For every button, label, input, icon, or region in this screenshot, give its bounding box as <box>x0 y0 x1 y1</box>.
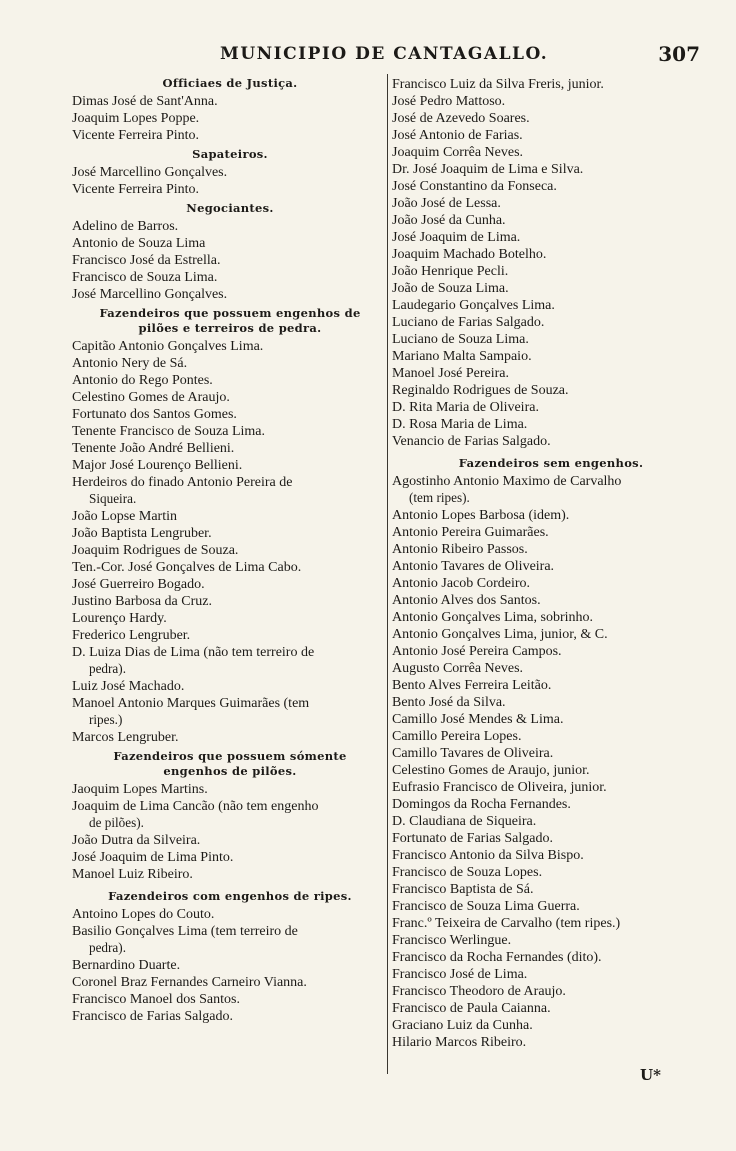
list-item: Joaquim de Lima Cancão (não tem engenho <box>72 799 319 814</box>
list-item: Celestino Gomes de Araujo, junior. <box>392 763 590 778</box>
list-item: João Baptista Lengruber. <box>72 526 212 541</box>
list-item: Antonio José Pereira Campos. <box>392 644 562 659</box>
list-item: Manoel Antonio Marques Guimarães (tem <box>72 696 310 711</box>
list-item: Antonio Jacob Cordeiro. <box>392 576 531 591</box>
list-item: Antonio Lopes Barbosa (idem). <box>392 508 570 523</box>
list-item: José Constantino da Fonseca. <box>392 179 557 194</box>
list-item: Antonio Ribeiro Passos. <box>392 542 528 557</box>
list-item: Bento José da Silva. <box>392 695 506 710</box>
section-title: Fazendeiros com engenhos de ripes. <box>108 889 352 903</box>
list-item: Tenente João André Bellieni. <box>72 441 235 456</box>
list-item: Adelino de Barros. <box>72 219 179 234</box>
list-item: Camillo José Mendes & Lima. <box>392 712 564 727</box>
list-item: Justino Barbosa da Cruz. <box>72 594 212 609</box>
list-item: D. Rita Maria de Oliveira. <box>392 400 539 415</box>
list-item: Vicente Ferreira Pinto. <box>72 182 200 197</box>
list-item: Dr. José Joaquim de Lima e Silva. <box>392 162 584 177</box>
section-title-line: pilões e terreiros de pedra. <box>138 321 322 335</box>
list-item: José Joaquim de Lima Pinto. <box>72 850 234 865</box>
list-item-continuation: Siqueira. <box>88 492 137 507</box>
list-item: Francisco José da Estrella. <box>72 253 221 268</box>
list-item: Francisco Baptista de Sá. <box>392 882 534 897</box>
list-item: Fortunato dos Santos Gomes. <box>72 407 237 422</box>
list-item: Antonio Gonçalves Lima, junior, & C. <box>392 627 608 642</box>
list-item: Antonio Nery de Sá. <box>72 356 188 371</box>
list-item: Reginaldo Rodrigues de Souza. <box>392 383 569 398</box>
list-item: Joaquim Rodrigues de Souza. <box>72 543 239 558</box>
list-item: Francisco Manoel dos Santos. <box>72 992 240 1007</box>
list-item: Francisco Luiz da Silva Freris, junior. <box>392 77 604 92</box>
list-item: João Lopse Martin <box>72 509 177 524</box>
list-item: Laudegario Gonçalves Lima. <box>392 298 555 313</box>
list-item: Francisco de Souza Lima. <box>72 270 218 285</box>
list-item: Francisco de Paula Caianna. <box>392 1001 551 1016</box>
section-list <box>72 93 388 144</box>
list-item: Francisco da Rocha Fernandes (dito). <box>392 950 602 965</box>
list-item: Hilario Marcos Ribeiro. <box>392 1035 527 1050</box>
page-title: MUNICIPIO DE CANTAGALLO. <box>220 44 549 64</box>
list-item: Augusto Corrêa Neves. <box>392 661 524 676</box>
list-item: Antonio Alves dos Santos. <box>392 593 541 608</box>
list-item: Basilio Gonçalves Lima (tem terreiro de <box>72 924 298 939</box>
list-item: Venancio de Farias Salgado. <box>392 434 551 449</box>
list-item: Camillo Tavares de Oliveira. <box>392 746 554 761</box>
section-title <box>72 749 388 779</box>
list-item: Francisco Werlingue. <box>392 933 512 948</box>
signature-mark: U* <box>640 1066 661 1084</box>
list-item: Franc.º Teixeira de Carvalho (tem ripes.) <box>392 916 621 931</box>
section-list <box>72 164 388 198</box>
list-item: Camillo Pereira Lopes. <box>392 729 522 744</box>
list-item: João José de Lessa. <box>392 196 501 211</box>
list-item: Agostinho Antonio Maximo de Carvalho <box>392 474 622 489</box>
section-list <box>392 76 710 450</box>
list-item: João José da Cunha. <box>392 213 506 228</box>
list-item: Jaoquim Lopes Martins. <box>72 782 208 797</box>
list-item: Marcos Lengruber. <box>72 730 179 745</box>
list-item: Francisco Antonio da Silva Bispo. <box>392 848 584 863</box>
section-list <box>392 473 710 1051</box>
section-title: Officiaes de Justiça. <box>162 76 298 90</box>
section-list <box>72 906 388 1025</box>
list-item: D. Luiza Dias de Lima (não tem terreiro de <box>72 645 315 660</box>
section-title-line: Fazendeiros que possuem engenhos de <box>99 306 361 320</box>
list-item: Antonio Tavares de Oliveira. <box>392 559 555 574</box>
page-number: 307 <box>658 42 700 66</box>
list-item: José Antonio de Farias. <box>392 128 523 143</box>
list-item: Antonio de Souza Lima <box>72 236 206 251</box>
list-item: Lourenço Hardy. <box>72 611 167 626</box>
page-header <box>60 44 720 74</box>
list-item: Francisco de Farias Salgado. <box>72 1009 233 1024</box>
list-item: Dimas José de Sant'Anna. <box>72 94 218 109</box>
list-item: Fortunato de Farias Salgado. <box>392 831 553 846</box>
list-item: João de Souza Lima. <box>392 281 509 296</box>
right-column <box>392 76 710 1051</box>
list-item: Herdeiros do finado Antonio Pereira de <box>72 475 293 490</box>
list-item: José Joaquim de Lima. <box>392 230 521 245</box>
section-title: Fazendeiros sem engenhos. <box>458 456 644 470</box>
list-item: D. Rosa Maria de Lima. <box>392 417 528 432</box>
list-item: Bento Alves Ferreira Leitão. <box>392 678 552 693</box>
list-item: Tenente Francisco de Souza Lima. <box>72 424 266 439</box>
list-item: Coronel Braz Fernandes Carneiro Vianna. <box>72 975 307 990</box>
list-item: Joaquim Lopes Poppe. <box>72 111 200 126</box>
section-title-line: engenhos de pilões. <box>163 764 297 778</box>
section-list <box>72 218 388 303</box>
list-item: Antoino Lopes do Couto. <box>72 907 215 922</box>
list-item-continuation: de pilões). <box>88 816 144 831</box>
list-item-continuation: (tem ripes). <box>408 491 470 506</box>
list-item: Eufrasio Francisco de Oliveira, junior. <box>392 780 607 795</box>
list-item: Joaquim Corrêa Neves. <box>392 145 524 160</box>
list-item: Major José Lourenço Bellieni. <box>72 458 243 473</box>
list-item: José de Azevedo Soares. <box>392 111 530 126</box>
list-item: Domingos da Rocha Fernandes. <box>392 797 571 812</box>
list-item: Joaquim Machado Botelho. <box>392 247 547 262</box>
list-item: Frederico Lengruber. <box>72 628 191 643</box>
list-item: José Marcellino Gonçalves. <box>72 165 228 180</box>
section-title: Negociantes. <box>186 201 274 215</box>
left-column <box>72 76 388 1025</box>
list-item: Ten.-Cor. José Gonçalves de Lima Cabo. <box>72 560 302 575</box>
list-item: Francisco Theodoro de Araujo. <box>392 984 566 999</box>
list-item: Francisco José de Lima. <box>392 967 528 982</box>
list-item: João Dutra da Silveira. <box>72 833 201 848</box>
list-item: José Guerreiro Bogado. <box>72 577 205 592</box>
list-item: Manoel José Pereira. <box>392 366 510 381</box>
section-list <box>72 338 388 746</box>
list-item: João Henrique Pecli. <box>392 264 509 279</box>
list-item: Luiz José Machado. <box>72 679 185 694</box>
section-title <box>72 306 388 336</box>
list-item: Capitão Antonio Gonçalves Lima. <box>72 339 264 354</box>
list-item: Celestino Gomes de Araujo. <box>72 390 230 405</box>
section-title: Sapateiros. <box>192 147 268 161</box>
list-item: Antonio Pereira Guimarães. <box>392 525 549 540</box>
list-item: Manoel Luiz Ribeiro. <box>72 867 193 882</box>
list-item: Luciano de Souza Lima. <box>392 332 529 347</box>
list-item-continuation: pedra). <box>88 662 127 677</box>
list-item: Antonio Gonçalves Lima, sobrinho. <box>392 610 594 625</box>
section-title-line: Fazendeiros que possuem sómente <box>113 749 347 763</box>
list-item: Antonio do Rego Pontes. <box>72 373 213 388</box>
list-item: Luciano de Farias Salgado. <box>392 315 545 330</box>
list-item: Graciano Luiz da Cunha. <box>392 1018 533 1033</box>
list-item: D. Claudiana de Siqueira. <box>392 814 537 829</box>
list-item: José Marcellino Gonçalves. <box>72 287 228 302</box>
list-item: Bernardino Duarte. <box>72 958 181 973</box>
list-item: Francisco de Souza Lima Guerra. <box>392 899 580 914</box>
list-item: Vicente Ferreira Pinto. <box>72 128 200 143</box>
list-item: Francisco de Souza Lopes. <box>392 865 543 880</box>
list-item-continuation: pedra). <box>88 941 127 956</box>
section-list <box>72 781 388 883</box>
list-item: Mariano Malta Sampaio. <box>392 349 532 364</box>
list-item: José Pedro Mattoso. <box>392 94 506 109</box>
list-item-continuation: ripes.) <box>88 713 123 728</box>
